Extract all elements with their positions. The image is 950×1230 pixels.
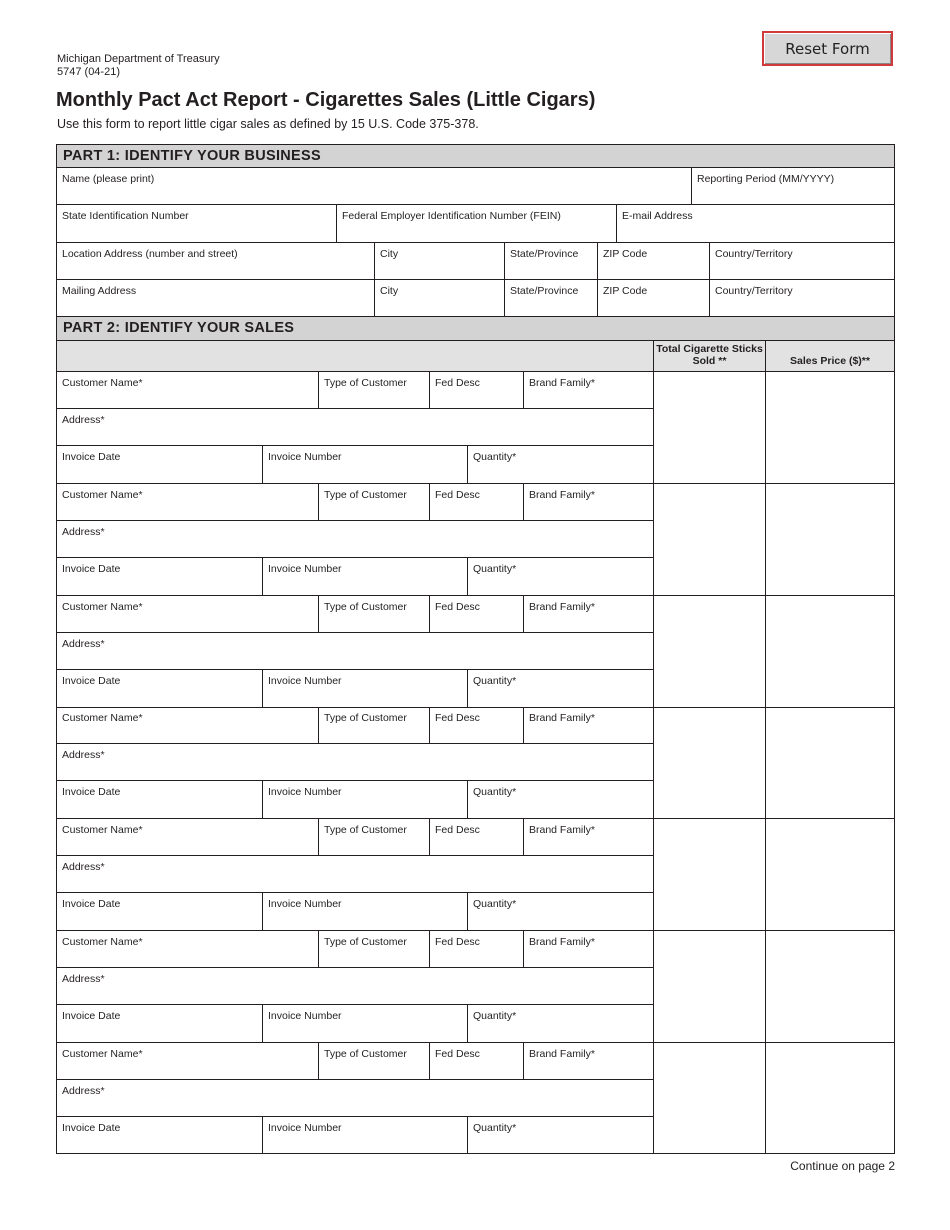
page-subtitle: Use this form to report little cigar sales as defined by 15 U.S. Code 375-378. — [57, 117, 479, 131]
type-of-customer-cell — [318, 596, 429, 632]
sticks-sold-input[interactable] — [657, 1083, 762, 1103]
invoice-number-label: Invoice Number — [268, 675, 342, 687]
name-cell — [57, 168, 691, 204]
invoice-number-cell — [262, 1005, 467, 1042]
invoice-number-cell — [262, 1117, 467, 1154]
fed-desc-cell — [429, 931, 523, 967]
quantity-input[interactable] — [473, 912, 649, 928]
sales-price-input[interactable] — [769, 971, 891, 991]
fed-desc-cell — [429, 372, 523, 408]
quantity-input[interactable] — [473, 465, 649, 481]
entry-row-invoice — [57, 781, 653, 818]
location-address-cell — [57, 243, 374, 279]
fed-desc-label: Fed Desc — [435, 936, 480, 948]
type-of-customer-input[interactable] — [324, 837, 425, 853]
part1-row-location — [57, 243, 894, 280]
invoice-number-label: Invoice Number — [268, 1010, 342, 1022]
sticks-sold-input[interactable] — [657, 524, 762, 544]
fed-desc-label: Fed Desc — [435, 377, 480, 389]
fed-desc-cell — [429, 707, 523, 743]
sales-price-cell — [765, 819, 894, 930]
sales-price-input[interactable] — [769, 747, 891, 767]
invoice-number-input[interactable] — [268, 465, 463, 481]
entry-row-customer — [57, 819, 653, 856]
invoice-number-cell — [262, 670, 467, 707]
quantity-label: Quantity* — [473, 786, 517, 798]
address-input[interactable] — [62, 874, 649, 890]
quantity-cell — [467, 893, 653, 930]
brand-family-cell — [523, 707, 653, 743]
type-of-customer-cell — [318, 484, 429, 520]
page-title: Monthly Pact Act Report - Cigarettes Sales (Little Cigars) — [56, 89, 596, 111]
address-input[interactable] — [62, 762, 649, 778]
customer-name-label: Customer Name* — [62, 377, 143, 389]
sales-price-input[interactable] — [769, 859, 891, 879]
email-cell — [616, 205, 894, 242]
invoice-number-cell — [262, 893, 467, 930]
type-of-customer-label: Type of Customer — [324, 377, 407, 389]
invoice-date-label: Invoice Date — [62, 451, 121, 463]
sales-column-header — [57, 341, 894, 372]
type-of-customer-cell — [318, 1043, 429, 1079]
address-label: Address* — [62, 414, 105, 426]
invoice-number-cell — [262, 446, 467, 483]
invoice-number-cell — [262, 781, 467, 818]
brand-family-label: Brand Family* — [529, 824, 595, 836]
part1-heading: PART 1: IDENTIFY YOUR BUSINESS — [57, 145, 894, 168]
entry-row-invoice — [57, 893, 653, 930]
address-cell — [57, 1080, 653, 1116]
entry-row-address — [57, 633, 653, 670]
location-zip-cell — [597, 243, 709, 279]
address-label: Address* — [62, 638, 105, 650]
quantity-cell — [467, 670, 653, 707]
fed-desc-input[interactable] — [435, 502, 519, 518]
customer-name-cell — [57, 707, 318, 743]
invoice-number-input[interactable] — [268, 800, 463, 816]
reporting-period-input[interactable] — [697, 186, 890, 202]
invoice-date-cell — [57, 781, 262, 818]
fed-desc-cell — [429, 819, 523, 855]
address-input[interactable] — [62, 1098, 649, 1114]
invoice-number-input[interactable] — [268, 912, 463, 928]
quantity-label: Quantity* — [473, 1122, 517, 1134]
entry-row-customer — [57, 707, 653, 744]
entry-row-address — [57, 409, 653, 446]
entry-row-address — [57, 1080, 653, 1117]
brand-family-label: Brand Family* — [529, 936, 595, 948]
type-of-customer-input[interactable] — [324, 1061, 425, 1077]
sales-entry — [57, 484, 894, 596]
type-of-customer-cell — [318, 819, 429, 855]
entry-row-customer — [57, 596, 653, 633]
country-label: Country/Territory — [715, 285, 793, 297]
email-label: E-mail Address — [622, 210, 693, 222]
mailing-state-cell — [504, 280, 597, 316]
invoice-number-label: Invoice Number — [268, 786, 342, 798]
customer-name-label: Customer Name* — [62, 489, 143, 501]
sticks-sold-cell — [653, 596, 765, 707]
brand-family-input[interactable] — [529, 1061, 649, 1077]
address-cell — [57, 856, 653, 892]
sales-entry — [57, 372, 894, 484]
fed-desc-input[interactable] — [435, 949, 519, 965]
sticks-sold-cell — [653, 484, 765, 595]
sales-price-header: Sales Price ($)** — [765, 341, 894, 371]
entry-row-invoice — [57, 1117, 653, 1154]
invoice-date-label: Invoice Date — [62, 1010, 121, 1022]
entry-row-invoice — [57, 558, 653, 595]
address-cell — [57, 409, 653, 445]
sales-price-cell — [765, 707, 894, 818]
mailing-country-input[interactable] — [715, 298, 890, 314]
invoice-date-input[interactable] — [62, 1024, 258, 1040]
entry-row-address — [57, 744, 653, 781]
customer-name-label: Customer Name* — [62, 601, 143, 613]
quantity-input[interactable] — [473, 689, 649, 705]
customer-name-input[interactable] — [62, 837, 314, 853]
customer-name-cell — [57, 372, 318, 408]
invoice-date-cell — [57, 670, 262, 707]
sticks-sold-input[interactable] — [657, 859, 762, 879]
sales-price-cell — [765, 1043, 894, 1154]
name-label: Name (please print) — [62, 173, 155, 185]
quantity-label: Quantity* — [473, 1010, 517, 1022]
state-province-label: State/Province — [510, 248, 579, 260]
customer-name-label: Customer Name* — [62, 712, 143, 724]
sticks-sold-cell — [653, 372, 765, 483]
country-label: Country/Territory — [715, 248, 793, 260]
location-city-cell — [374, 243, 504, 279]
address-cell — [57, 744, 653, 780]
type-of-customer-input[interactable] — [324, 390, 425, 406]
fed-desc-label: Fed Desc — [435, 824, 480, 836]
sticks-sold-cell — [653, 707, 765, 818]
brand-family-cell — [523, 1043, 653, 1079]
customer-name-input[interactable] — [62, 614, 314, 630]
sales-entry — [57, 819, 894, 931]
entry-row-customer — [57, 1043, 653, 1080]
customer-name-input[interactable] — [62, 1061, 314, 1077]
invoice-date-label: Invoice Date — [62, 675, 121, 687]
customer-name-label: Customer Name* — [62, 1048, 143, 1060]
state-id-label: State Identification Number — [62, 210, 189, 222]
location-state-cell — [504, 243, 597, 279]
address-label: Address* — [62, 861, 105, 873]
brand-family-label: Brand Family* — [529, 601, 595, 613]
brand-family-label: Brand Family* — [529, 377, 595, 389]
sticks-sold-input[interactable] — [657, 636, 762, 656]
invoice-date-label: Invoice Date — [62, 786, 121, 798]
report-form — [56, 144, 895, 1154]
invoice-number-cell — [262, 558, 467, 595]
customer-name-cell — [57, 819, 318, 855]
customer-name-input[interactable] — [62, 502, 314, 518]
sticks-sold-input[interactable] — [657, 747, 762, 767]
type-of-customer-input[interactable] — [324, 502, 425, 518]
address-input[interactable] — [62, 986, 649, 1002]
customer-name-cell — [57, 596, 318, 632]
fed-desc-cell — [429, 596, 523, 632]
sales-entry — [57, 931, 894, 1043]
fed-desc-label: Fed Desc — [435, 1048, 480, 1060]
sales-price-cell — [765, 484, 894, 595]
invoice-date-label: Invoice Date — [62, 563, 121, 575]
quantity-label: Quantity* — [473, 898, 517, 910]
entry-row-invoice — [57, 670, 653, 707]
mailing-zip-input[interactable] — [603, 298, 705, 314]
city-label: City — [380, 285, 399, 297]
location-address-label: Location Address (number and street) — [62, 248, 238, 260]
quantity-label: Quantity* — [473, 451, 517, 463]
invoice-date-label: Invoice Date — [62, 1122, 121, 1134]
address-label: Address* — [62, 749, 105, 761]
brand-family-label: Brand Family* — [529, 489, 595, 501]
fed-desc-label: Fed Desc — [435, 489, 480, 501]
type-of-customer-label: Type of Customer — [324, 1048, 407, 1060]
address-cell — [57, 633, 653, 669]
state-province-label: State/Province — [510, 285, 579, 297]
mailing-state-input[interactable] — [510, 298, 593, 314]
form-number: 5747 (04-21) — [57, 66, 120, 78]
type-of-customer-input[interactable] — [324, 949, 425, 965]
sales-price-input[interactable] — [769, 524, 891, 544]
invoice-date-input[interactable] — [62, 800, 258, 816]
invoice-number-input[interactable] — [268, 1136, 463, 1152]
type-of-customer-label: Type of Customer — [324, 489, 407, 501]
location-address-input[interactable] — [62, 261, 370, 277]
mailing-address-input[interactable] — [62, 298, 370, 314]
fein-cell — [336, 205, 616, 242]
fed-desc-label: Fed Desc — [435, 712, 480, 724]
customer-name-label: Customer Name* — [62, 936, 143, 948]
state-id-cell — [57, 205, 336, 242]
mailing-zip-cell — [597, 280, 709, 316]
invoice-number-label: Invoice Number — [268, 563, 342, 575]
location-zip-input[interactable] — [603, 261, 705, 277]
quantity-cell — [467, 446, 653, 483]
invoice-date-input[interactable] — [62, 577, 258, 593]
part1-row-ids — [57, 205, 894, 243]
fed-desc-input[interactable] — [435, 725, 519, 741]
entry-row-address — [57, 968, 653, 1005]
sticks-sold-input[interactable] — [657, 412, 762, 432]
invoice-date-cell — [57, 446, 262, 483]
form-header-info — [57, 53, 220, 79]
entry-row-address — [57, 521, 653, 558]
customer-name-input[interactable] — [62, 390, 314, 406]
invoice-date-label: Invoice Date — [62, 898, 121, 910]
fed-desc-input[interactable] — [435, 614, 519, 630]
invoice-number-label: Invoice Number — [268, 1122, 342, 1134]
brand-family-label: Brand Family* — [529, 712, 595, 724]
brand-family-input[interactable] — [529, 390, 649, 406]
entry-row-customer — [57, 931, 653, 968]
mailing-city-input[interactable] — [380, 298, 500, 314]
brand-family-input[interactable] — [529, 502, 649, 518]
sales-entry — [57, 1043, 894, 1155]
zip-label: ZIP Code — [603, 248, 648, 260]
mailing-country-cell — [709, 280, 894, 316]
invoice-date-cell — [57, 893, 262, 930]
invoice-date-input[interactable] — [62, 465, 258, 481]
location-country-cell — [709, 243, 894, 279]
sales-price-cell — [765, 931, 894, 1042]
sales-price-cell — [765, 372, 894, 483]
quantity-label: Quantity* — [473, 675, 517, 687]
customer-name-cell — [57, 484, 318, 520]
invoice-number-input[interactable] — [268, 689, 463, 705]
address-label: Address* — [62, 526, 105, 538]
fein-label: Federal Employer Identification Number (FEIN) — [342, 210, 561, 222]
location-country-input[interactable] — [715, 261, 890, 277]
reset-form-button[interactable]: Reset Form — [762, 31, 893, 66]
sticks-sold-header: Total Cigarette Sticks Sold ** — [653, 341, 765, 371]
customer-name-cell — [57, 1043, 318, 1079]
address-cell — [57, 968, 653, 1004]
sticks-sold-input[interactable] — [657, 971, 762, 991]
address-input[interactable] — [62, 427, 649, 443]
brand-family-cell — [523, 931, 653, 967]
entry-row-customer — [57, 484, 653, 521]
sticks-sold-cell — [653, 819, 765, 930]
type-of-customer-cell — [318, 931, 429, 967]
invoice-number-label: Invoice Number — [268, 451, 342, 463]
fed-desc-input[interactable] — [435, 837, 519, 853]
sales-price-input[interactable] — [769, 412, 891, 432]
quantity-label: Quantity* — [473, 563, 517, 575]
fein-input[interactable] — [342, 224, 612, 240]
sales-entry — [57, 707, 894, 819]
address-input[interactable] — [62, 651, 649, 667]
quantity-input[interactable] — [473, 577, 649, 593]
customer-name-cell — [57, 931, 318, 967]
address-input[interactable] — [62, 539, 649, 555]
address-label: Address* — [62, 973, 105, 985]
brand-family-cell — [523, 372, 653, 408]
city-label: City — [380, 248, 399, 260]
type-of-customer-label: Type of Customer — [324, 936, 407, 948]
entry-row-customer — [57, 372, 653, 409]
mailing-city-cell — [374, 280, 504, 316]
brand-family-cell — [523, 484, 653, 520]
type-of-customer-input[interactable] — [324, 725, 425, 741]
reporting-period-cell — [691, 168, 894, 204]
type-of-customer-cell — [318, 707, 429, 743]
brand-family-label: Brand Family* — [529, 1048, 595, 1060]
part2-heading: PART 2: IDENTIFY YOUR SALES — [57, 317, 894, 341]
brand-family-cell — [523, 596, 653, 632]
email-input[interactable] — [622, 224, 890, 240]
invoice-date-cell — [57, 558, 262, 595]
customer-name-input[interactable] — [62, 949, 314, 965]
invoice-date-input[interactable] — [62, 689, 258, 705]
sticks-sold-cell — [653, 931, 765, 1042]
invoice-date-cell — [57, 1117, 262, 1154]
mailing-address-cell — [57, 280, 374, 316]
entry-row-invoice — [57, 1005, 653, 1042]
sales-price-cell — [765, 596, 894, 707]
invoice-number-label: Invoice Number — [268, 898, 342, 910]
quantity-input[interactable] — [473, 1136, 649, 1152]
type-of-customer-label: Type of Customer — [324, 824, 407, 836]
part1-row-mailing — [57, 280, 894, 317]
quantity-input[interactable] — [473, 800, 649, 816]
address-label: Address* — [62, 1085, 105, 1097]
invoice-date-cell — [57, 1005, 262, 1042]
continue-note: Continue on page 2 — [790, 1159, 895, 1173]
quantity-input[interactable] — [473, 1024, 649, 1040]
entry-row-address — [57, 856, 653, 893]
invoice-date-input[interactable] — [62, 912, 258, 928]
quantity-cell — [467, 1005, 653, 1042]
brand-family-input[interactable] — [529, 614, 649, 630]
part1-row-name — [57, 168, 894, 205]
address-cell — [57, 521, 653, 557]
entry-row-invoice — [57, 446, 653, 483]
fed-desc-cell — [429, 1043, 523, 1079]
location-state-input[interactable] — [510, 261, 593, 277]
sales-price-input[interactable] — [769, 636, 891, 656]
fed-desc-input[interactable] — [435, 1061, 519, 1077]
business-name-input[interactable] — [62, 186, 687, 202]
invoice-number-input[interactable] — [268, 577, 463, 593]
customer-name-label: Customer Name* — [62, 824, 143, 836]
brand-family-input[interactable] — [529, 949, 649, 965]
invoice-date-input[interactable] — [62, 1136, 258, 1152]
zip-label: ZIP Code — [603, 285, 648, 297]
customer-name-input[interactable] — [62, 725, 314, 741]
agency-name: Michigan Department of Treasury — [57, 53, 220, 65]
invoice-number-input[interactable] — [268, 1024, 463, 1040]
state-id-input[interactable] — [62, 224, 332, 240]
type-of-customer-input[interactable] — [324, 614, 425, 630]
sales-entry — [57, 596, 894, 708]
mailing-address-label: Mailing Address — [62, 285, 137, 297]
quantity-cell — [467, 781, 653, 818]
sales-price-input[interactable] — [769, 1083, 891, 1103]
fed-desc-label: Fed Desc — [435, 601, 480, 613]
quantity-cell — [467, 1117, 653, 1154]
brand-family-input[interactable] — [529, 725, 649, 741]
type-of-customer-label: Type of Customer — [324, 712, 407, 724]
type-of-customer-label: Type of Customer — [324, 601, 407, 613]
brand-family-cell — [523, 819, 653, 855]
reporting-period-label: Reporting Period (MM/YYYY) — [697, 173, 835, 185]
fed-desc-cell — [429, 484, 523, 520]
sticks-sold-cell — [653, 1043, 765, 1154]
fed-desc-input[interactable] — [435, 390, 519, 406]
brand-family-input[interactable] — [529, 837, 649, 853]
type-of-customer-cell — [318, 372, 429, 408]
location-city-input[interactable] — [380, 261, 500, 277]
quantity-cell — [467, 558, 653, 595]
